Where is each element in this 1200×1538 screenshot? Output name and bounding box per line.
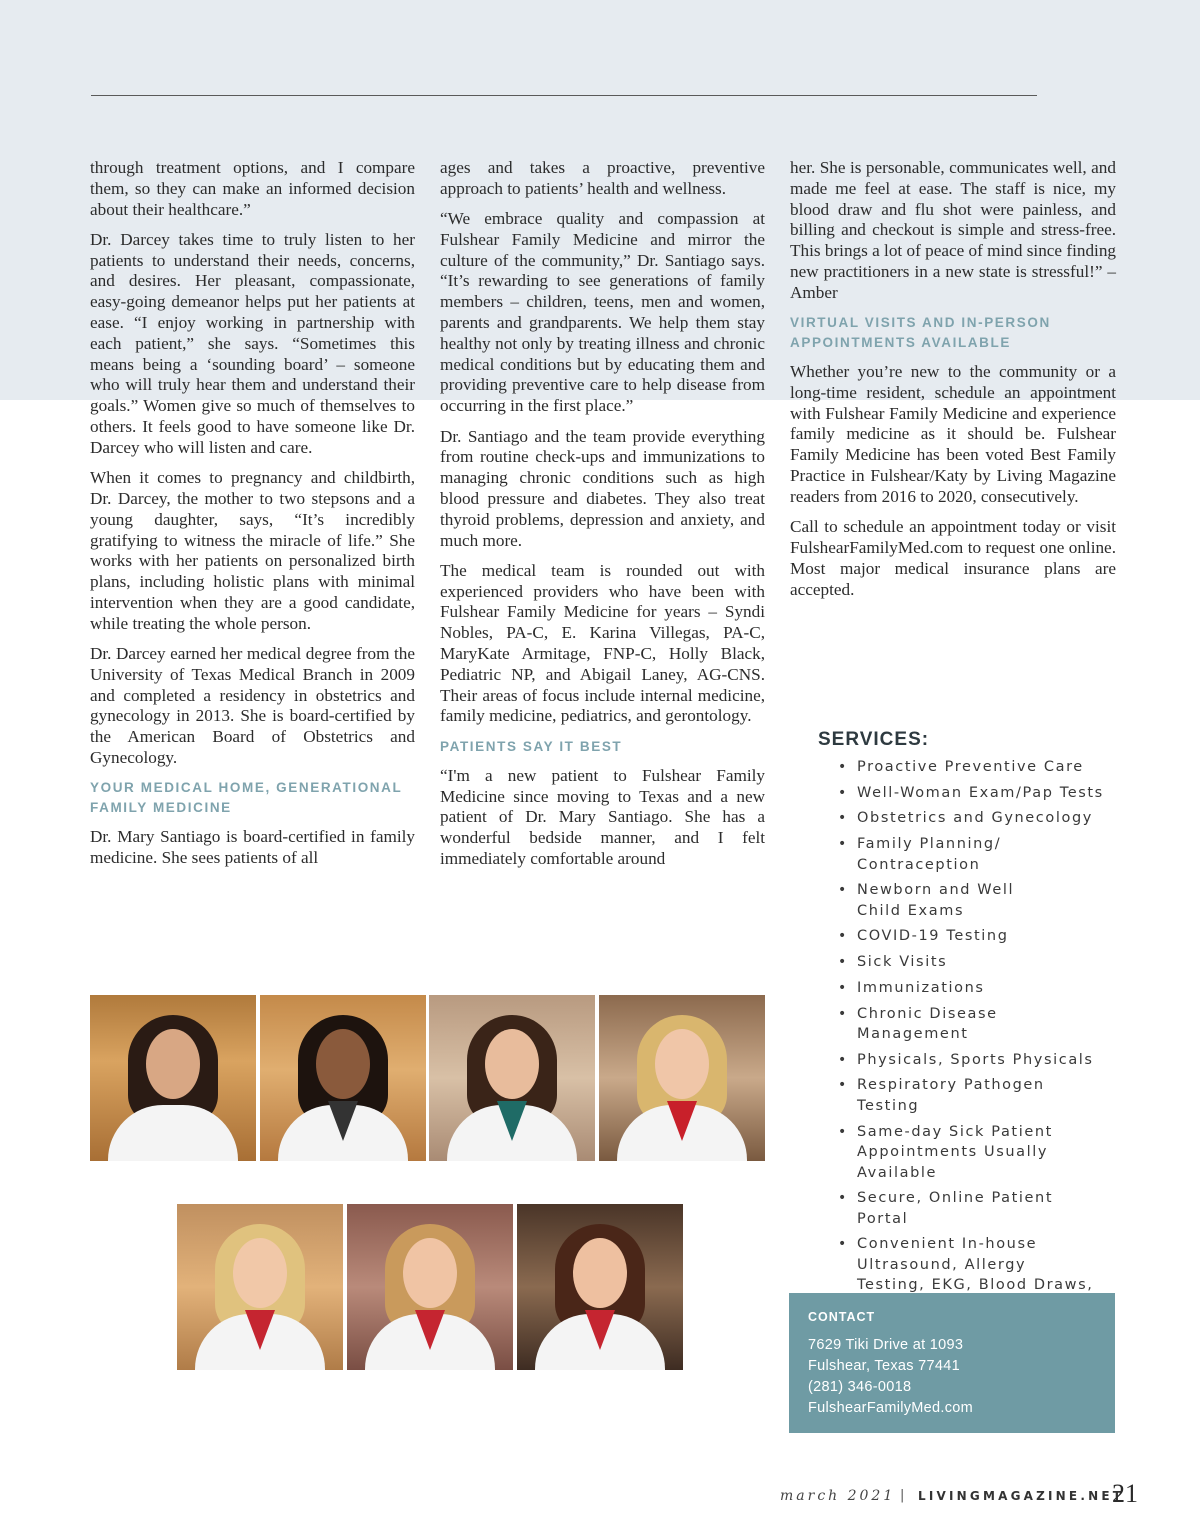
bullet-icon: • xyxy=(838,979,848,996)
bullet-icon: • xyxy=(838,1123,848,1140)
list-item: • Chronic Disease Management xyxy=(838,1005,998,1042)
contact-box xyxy=(789,1293,1115,1433)
article-column-3 xyxy=(790,158,1116,610)
list-item: • Respiratory Pathogen Testing xyxy=(838,1077,1045,1114)
bullet-icon: • xyxy=(838,759,848,775)
provider-photo xyxy=(177,1204,343,1370)
section-heading: VIRTUAL VISITS AND IN-PERSON APPOINTMENTS AVAILABLE xyxy=(790,315,1051,351)
list-item: • Obstetrics and Gynecology xyxy=(818,808,1108,829)
provider-photo xyxy=(347,1204,513,1370)
services-list xyxy=(818,729,1108,1322)
paragraph: Dr. Darcey earned her medical degree from the University of Texas Medical Branch in 2009 and completed a residency in obstetrics and gynecology in 2013. She is board-certified by the American Board of Obstetrics and Gynecology. xyxy=(90,644,415,768)
magazine-website[interactable]: LIVINGMAGAZINE.NET xyxy=(918,1489,1125,1503)
list-item: • Secure, Online Patient Portal xyxy=(838,1190,1054,1227)
paragraph: “We embrace quality and compassion at Fulshear Family Medicine and mirror the culture of the community,” Dr. Santiago says. “It’s rewarding to see generations of family members – children, teens, men and women, parents and grandparents. We help them stay healthy not only by treating illness and chronic medical conditions but by educating them and providing preventive care to help disease from occurring in the first place.” xyxy=(440,209,765,416)
paragraph: ages and takes a proactive, preventive approach to patients’ health and wellness. xyxy=(440,158,765,198)
bullet-icon: • xyxy=(838,1051,848,1068)
header-rule xyxy=(91,95,1037,96)
list-item: • Convenient In-house Ultrasound, Allergy Testing, EKG, Blood Draws, xyxy=(838,1236,1094,1294)
contact-address-line-1: 7629 Tiki Drive at 1093 xyxy=(808,1337,964,1353)
article-column-2 xyxy=(440,158,765,879)
list-item: • Sick Visits xyxy=(818,952,1108,973)
provider-photo xyxy=(517,1204,683,1370)
section-heading: YOUR MEDICAL HOME, GENERATIONAL FAMILY MEDICINE xyxy=(90,780,403,816)
list-item: • COVID-19 Testing xyxy=(818,926,1108,947)
paragraph: Whether you’re new to the community or a long-time resident, schedule an appointment with Fulshear Family Medicine and experience family medicine as it should be. Fulshear Family Medicine has been voted Best Family Practice in Fulshear/Katy by Living Magazine readers from 2016 to 2020, consecutively. xyxy=(790,362,1116,506)
contact-title: CONTACT xyxy=(808,1310,876,1324)
provider-photo xyxy=(90,995,256,1161)
section-heading: PATIENTS SAY IT BEST xyxy=(440,738,623,754)
provider-photo xyxy=(260,995,426,1161)
list-item: • Proactive Preventive Care xyxy=(818,757,1108,778)
bullet-icon: • xyxy=(838,836,848,853)
list-item: • Newborn and Well Child Exams xyxy=(838,882,1015,919)
contact-phone[interactable]: (281) 346-0018 xyxy=(808,1379,912,1395)
bullet-icon: • xyxy=(838,1005,848,1022)
list-item: • Same-day Sick Patient Appointments Usually Available xyxy=(838,1123,1053,1181)
bullet-icon: • xyxy=(838,1236,848,1253)
provider-photo xyxy=(599,995,765,1161)
paragraph: Dr. Mary Santiago is board-certified in family medicine. She sees patients of all xyxy=(90,827,415,868)
page-footer xyxy=(780,1479,1140,1516)
bullet-icon: • xyxy=(838,928,848,945)
article-column-1 xyxy=(90,158,415,878)
footer-separator: | xyxy=(900,1488,905,1503)
bullet-icon: • xyxy=(838,882,848,899)
paragraph: through treatment options, and I compare them, so they can make an informed decision about their healthcare.” xyxy=(90,158,415,219)
bullet-icon: • xyxy=(838,784,848,801)
paragraph: her. She is personable, communicates well, and made me feel at ease. The staff is nice, my blood draw and flu shot were painless, and billing and checkout is simple and stress-free. This brings a lot of peace of mind since finding new practitioners in a new state is stressful!” – Amber xyxy=(790,158,1117,302)
bullet-icon: • xyxy=(838,810,848,827)
contact-address-line-2: Fulshear, Texas 77441 xyxy=(808,1358,960,1374)
paragraph: When it comes to pregnancy and childbirth, Dr. Darcey, the mother to two stepsons and a young daughter, says, “It’s incredibly gratifying to witness the miracle of life.” She works with her patients on personalized birth plans, including holistic plans with minimal intervention when they are a good candidate, while treating the whole person. xyxy=(90,468,415,633)
paragraph: Call to schedule an appointment today or visit FulshearFamilyMed.com to request one online. Most major medical insurance plans are accepted. xyxy=(790,517,1116,599)
paragraph: The medical team is rounded out with experienced providers who have been with Fulshear Family Medicine for years – Syndi Nobles, PA-C, E. Karina Villegas, PA-C, MaryKate Armitage, FNP-C, Holly Black, Pediatric NP, and Abigail Laney, AG-CNS. Their areas of focus include internal medicine, family medicine, pediatrics, and gerontology. xyxy=(440,560,765,726)
paragraph: “I'm a new patient to Fulshear Family Medicine since moving to Texas and a new patient of Dr. Mary Santiago. She has a wonderful bedside manner, and I felt immediately comfortable around xyxy=(440,765,765,868)
provider-photo xyxy=(429,995,595,1161)
bullet-icon: • xyxy=(838,954,848,971)
page-number: 21 xyxy=(1112,1479,1138,1508)
paragraph: Dr. Darcey takes time to truly listen to her patients to understand their needs, concerns, and desires. Her pleasant, compassionate, easy-going demeanor helps put her patients at ease. “I enjoy working in partnership with each patient,” she says. “Sometimes this means being a ‘sounding board’ – someone who will truly hear them and understand their goals.” Women give so much of themselves to others. It feels good to have someone like Dr. Darcey who will listen and care. xyxy=(90,229,415,457)
list-item: • Physicals, Sports Physicals xyxy=(818,1050,1108,1071)
services-title: SERVICES: xyxy=(818,729,930,750)
bullet-icon: • xyxy=(838,1190,848,1207)
list-item: • Family Planning/ Contraception xyxy=(838,836,1002,873)
paragraph: Dr. Santiago and the team provide everything from routine check-ups and immunizations to managing chronic conditions such as high blood pressure and diabetes. They also treat thyroid problems, depression and anxiety, and much more. xyxy=(440,426,765,550)
issue-date: march 2021 xyxy=(780,1488,896,1504)
list-item: • Immunizations xyxy=(818,978,1108,999)
list-item: • Well-Woman Exam/Pap Tests xyxy=(818,783,1108,804)
bullet-icon: • xyxy=(838,1077,848,1094)
contact-website-link[interactable]: FulshearFamilyMed.com xyxy=(808,1400,974,1416)
